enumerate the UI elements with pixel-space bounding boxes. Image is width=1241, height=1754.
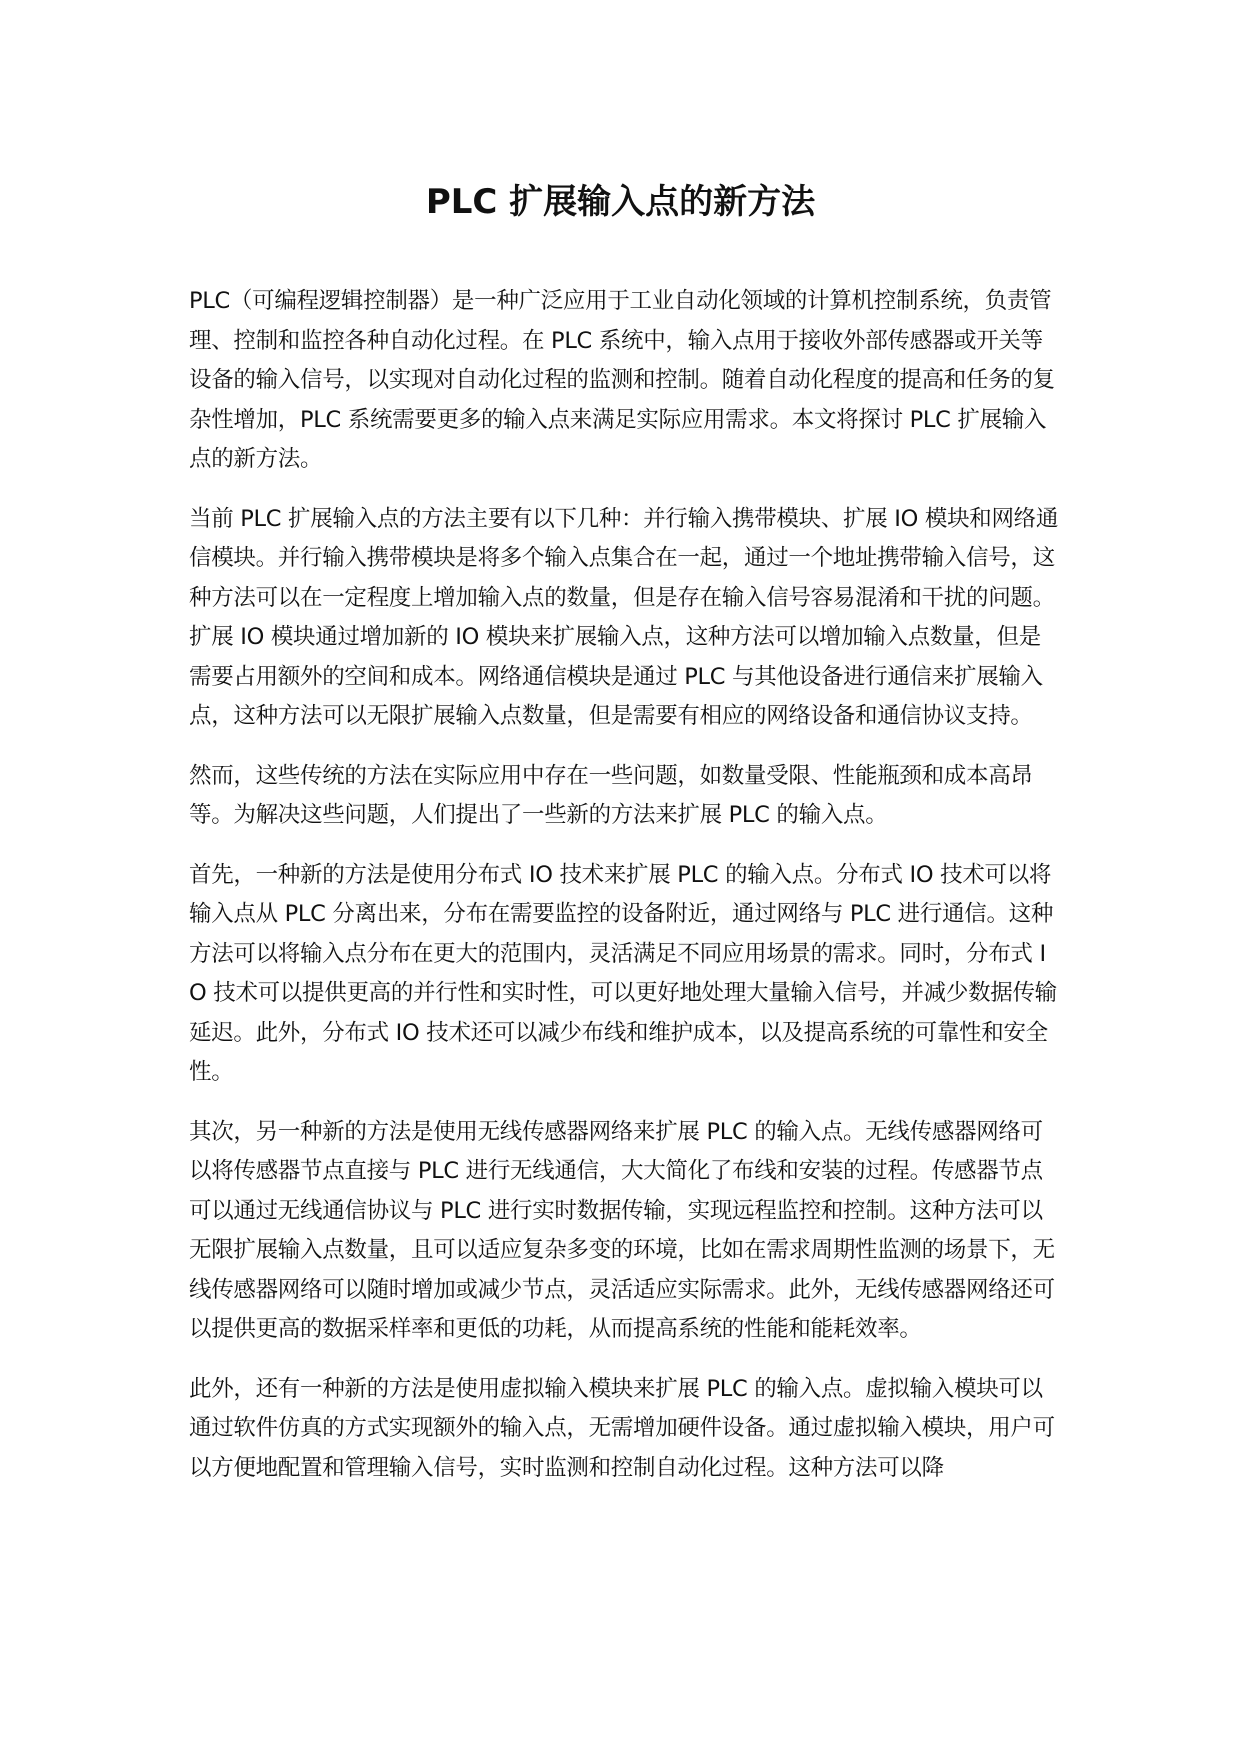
paragraph-problems: 然而，这些传统的方法在实际应用中存在一些问题，如数量受限、性能瓶颈和成本高昂等。为解决这些问题，人们提出了一些新的方法来扩展 PLC 的输入点。 [189,762,1033,828]
paragraph-intro: PLC（可编程逻辑控制器）是一种广泛应用于工业自动化领域的计算机控制系统，负责管理、控制和监控各种自动化过程。在 PLC 系统中，输入点用于接收外部传感器或开关等设备的输入信号，以实现对自动化过程的监测和控制。随着自动化程度的提高和任务的复杂性增加，PLC 系统需要更多的输入点来满足实际应用需求。本文将探讨 PLC 扩展输入点的新方法。 [189,288,1055,472]
document-body [189,282,1059,1508]
paragraph-distributed-io: 首先，一种新的方法是使用分布式 IO 技术来扩展 PLC 的输入点。分布式 IO 技术可以将输入点从 PLC 分离出来，分布在需要监控的设备附近，通过网络与 PLC 进行通信。这种方法可以将输入点分布在更大的范围内，灵活满足不同应用场景的需求。同时，分布式 IO 技术可以提供更高的并行性和实时性，可以更好地处理大量输入信号，并减少数据传输延迟。此外，分布式 IO 技术还可以减少布线和维护成本，以及提高系统的可靠性和安全性。 [189,861,1057,1085]
paragraph-wireless-sensor-network: 其次，另一种新的方法是使用无线传感器网络来扩展 PLC 的输入点。无线传感器网络可以将传感器节点直接与 PLC 进行无线通信，大大简化了布线和安装的过程。传感器节点可以通过无线通信协议与 PLC 进行实时数据传输，实现远程监控和控制。这种方法可以无限扩展输入点数量，且可以适应复杂多变的环境，比如在需求周期性监测的场景下，无线传感器网络可以随时增加或减少节点，灵活适应实际需求。此外，无线传感器网络还可以提供更高的数据采样率和更低的功耗，从而提高系统的性能和能耗效率。 [189,1118,1055,1342]
document-title: PLC 扩展输入点的新方法 [425,182,816,222]
paragraph-virtual-input-module: 此外，还有一种新的方法是使用虚拟输入模块来扩展 PLC 的输入点。虚拟输入模块可以通过软件仿真的方式实现额外的输入点，无需增加硬件设备。通过虚拟输入模块，用户可以方便地配置和管理输入信号，实时监测和控制自动化过程。这种方法可以降 [189,1375,1055,1481]
paragraph-current-methods: 当前 PLC 扩展输入点的方法主要有以下几种：并行输入携带模块、扩展 IO 模块和网络通信模块。并行输入携带模块是将多个输入点集合在一起，通过一个地址携带输入信号，这种方法可以在一定程度上增加输入点的数量，但是存在输入信号容易混淆和干扰的问题。扩展 IO 模块通过增加新的 IO 模块来扩展输入点，这种方法可以增加输入点数量，但是需要占用额外的空间和成本。网络通信模块是通过 PLC 与其他设备进行通信来扩展输入点，这种方法可以无限扩展输入点数量，但是需要有相应的网络设备和通信协议支持。 [189,505,1059,729]
